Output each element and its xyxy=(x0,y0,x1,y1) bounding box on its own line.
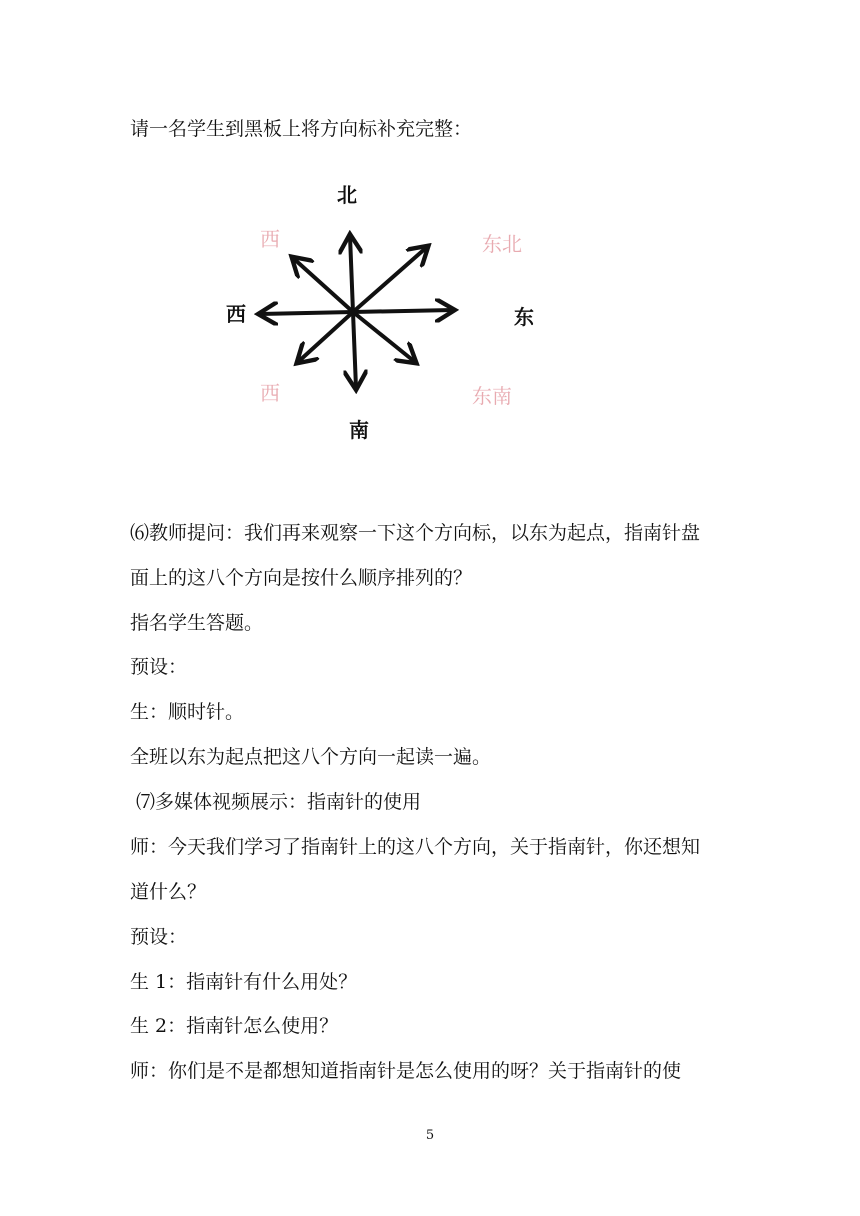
paragraph-line: 预设： xyxy=(130,926,188,948)
label-west: 西 xyxy=(226,302,246,326)
paragraph-line: ⑹教师提问：我们再来观察一下这个方向标，以东为起点，指南针盘 xyxy=(130,522,701,544)
arrow-northwest xyxy=(293,258,353,312)
paragraph-line: 指名学生答题。 xyxy=(130,612,264,634)
compass-diagram xyxy=(210,170,540,450)
paragraph-line: 全班以东为起点把这八个方向一起读一遍。 xyxy=(130,746,492,768)
answer-northwest: 西 xyxy=(260,227,280,251)
arrow-west xyxy=(260,312,353,314)
arrow-north xyxy=(350,236,353,312)
arrow-south xyxy=(353,312,356,388)
intro-text: 请一名学生到黑板上将方向标补充完整： xyxy=(130,118,473,140)
label-north: 北 xyxy=(337,183,357,207)
paragraph-line: ⑺多媒体视频展示：指南针的使用 xyxy=(130,791,422,813)
paragraph-line: 道什么？ xyxy=(130,881,207,903)
paragraph-line: 预设： xyxy=(130,656,188,678)
label-east: 东 xyxy=(514,305,534,329)
answer-southeast: 东南 xyxy=(472,384,512,408)
paragraph-line: 生 2：指南针怎么使用？ xyxy=(130,1015,339,1037)
paragraph-line: 生 1：指南针有什么用处？ xyxy=(130,971,358,993)
answer-northeast: 东北 xyxy=(482,232,522,256)
label-south: 南 xyxy=(349,418,369,442)
arrow-east xyxy=(353,310,453,312)
paragraph-line: 师：今天我们学习了指南针上的这八个方向，关于指南针，你还想知 xyxy=(130,836,701,858)
arrow-northeast xyxy=(353,247,427,312)
page-number: 5 xyxy=(425,1128,435,1143)
paragraph-line: 面上的这八个方向是按什么顺序排列的？ xyxy=(130,567,473,589)
arrow-southeast xyxy=(353,312,415,362)
paragraph-line: 师：你们是不是都想知道指南针是怎么使用的呀？关于指南针的使 xyxy=(130,1060,682,1082)
arrow-southwest xyxy=(298,312,353,362)
paragraph-line: 生：顺时针。 xyxy=(130,701,245,723)
answer-southwest: 西 xyxy=(260,381,280,405)
